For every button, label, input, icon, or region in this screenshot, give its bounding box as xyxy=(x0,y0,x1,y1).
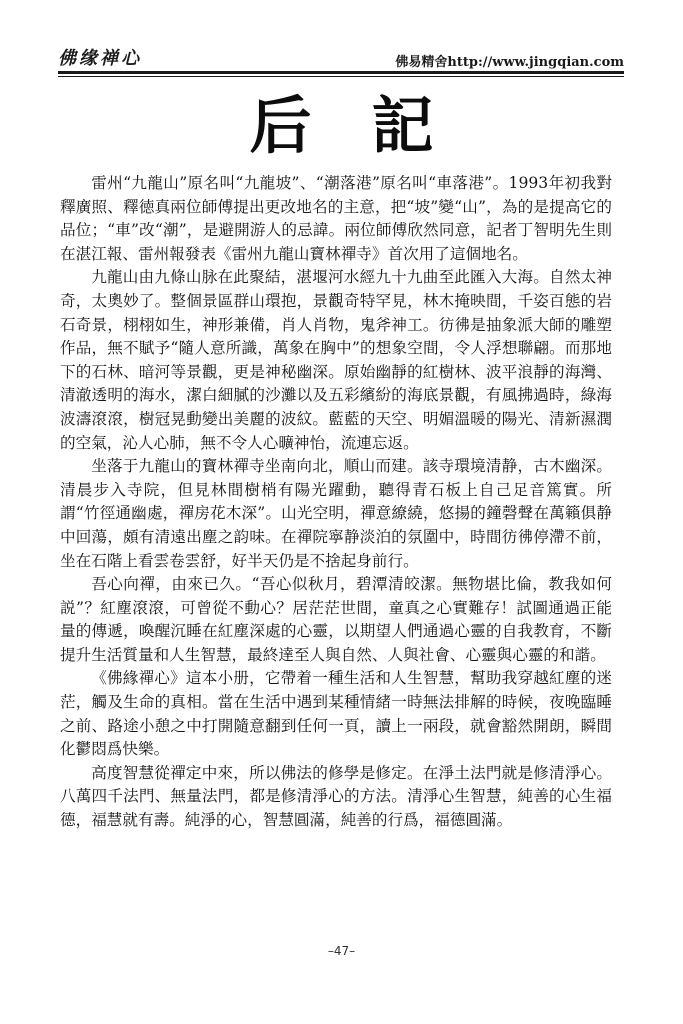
paragraph: 九龍山由九條山脉在此聚結，湛堰河水經九十九曲至此匯入大海。自然太神奇，太奧妙了。整個景區群山環抱，景觀奇特罕見，林木掩映間，千姿百態的岩石奇景，栩栩如生，神形兼備，肖人肖物，鬼斧神工。彷彿是抽象派大師的雕塑作品，無不賦予“隨人意所識，萬象在胸中”的想象空間，令人浮想聯翩。而那地下的石林、暗河等景觀，更是神秘幽深。原始幽靜的紅樹林、波平浪靜的海灣、清澈透明的海水，潔白細膩的沙灘以及五彩繽紛的海底景觀，有風拂過時，綠海波濤滾滾，樹冠晃動變出美麗的波紋。藍藍的天空、明媚溫暖的陽光、清新濕潤的空氣，沁人心肺，無不令人心曠神怡，流連忘返。 xyxy=(60,268,612,452)
paragraph: 雷州“九龍山”原名叫“九龍坡”、“潮落港”原名叫“車落港”。1993年初我對釋廣照、釋徳真兩位師傅提出更改地名的主意，把“坡”變“山”，為的是提高它的品位；“車”改“潮”，是避開游人的忌諱。兩位師傅欣然同意，記者丁智明先生則在湛江報、雷州報發表《雷州九龍山寶林禪寺》首次用了這個地名。 xyxy=(60,174,612,263)
page-number: –47– xyxy=(327,944,356,958)
page-title: 后記 xyxy=(249,89,494,162)
header-rule-thick xyxy=(58,71,624,74)
page-header xyxy=(58,44,624,70)
book-name: 佛缘禅心 xyxy=(58,48,142,69)
site-credit: 佛易精舍http://www.jingqian.com xyxy=(395,55,624,70)
paragraph: 吾心向禪，由來已久。“吾心似秋月，碧潭清皎潔。無物堪比倫，教我如何説”？紅塵滾滾，可曾從不動心？居茫茫世間，童真之心實難存！試圖通過正能量的傳遞，喚醒沉睡在紅塵深處的心靈，以期望人們通過心靈的自我教育，不斷提升生活質量和人生智慧，最終達至人與自然、人與社會、心靈與心靈的和諧。 xyxy=(60,575,612,664)
header-rule-thin xyxy=(58,76,624,77)
body-text xyxy=(60,172,612,833)
paragraph: 高度智慧從禪定中來，所以佛法的修學是修定。在淨土法門就是修清淨心。八萬四千法門、無量法門，都是修清淨心的方法。清淨心生智慧，純善的心生福德，福慧就有壽。純淨的心，智慧圓滿，純善的行爲，福德圓滿。 xyxy=(60,763,612,830)
paragraph: 《佛緣禪心》這本小册，它帶着一種生活和人生智慧，幫助我穿越紅塵的迷茫，觸及生命的真相。當在生活中遇到某種情緒一時無法排解的時候，夜晚臨睡之前、路途小憩之中打開隨意翻到任何一頁，讀上一兩段，就會豁然開朗，瞬間化鬱悶爲快樂。 xyxy=(60,669,612,759)
paragraph: 坐落于九龍山的寶林禪寺坐南向北，順山而建。該寺環境清静，古木幽深。清晨步入寺院，但見林間樹梢有陽光躍動，聽得青石板上自己足音篤實。所謂“竹徑通幽處，禪房花木深”。山光空明，禪意繚繞，悠揚的鐘磬聲在萬籟俱静中回蕩，頗有清遠出塵之韵味。在禪院寧静淡泊的氛圍中，時間彷彿停滯不前，坐在石階上看雲卷雲舒，好半天仍是不捨起身前行。 xyxy=(60,457,612,570)
